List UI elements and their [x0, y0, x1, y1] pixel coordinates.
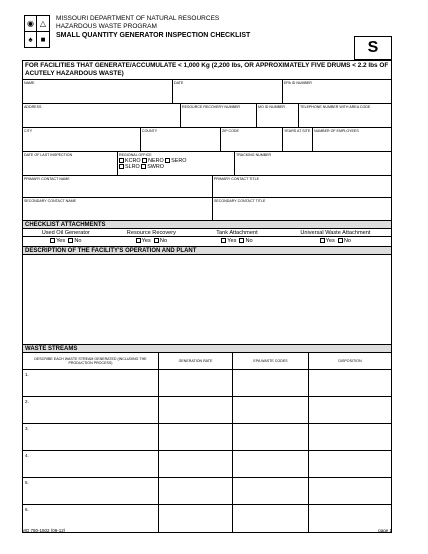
sero-checkbox[interactable] [165, 158, 170, 163]
waste-streams-table [22, 353, 392, 533]
attachments-heading: CHECKLIST ATTACHMENTS [22, 221, 392, 229]
city-field[interactable]: CITY [23, 128, 141, 151]
waste-row[interactable]: 6. [23, 505, 391, 532]
secondary-contact-field[interactable]: SECONDARY CONTACT NAME [23, 198, 213, 220]
county-field[interactable]: COUNTY [141, 128, 221, 151]
employees-field[interactable]: NUMBER OF EMPLOYEES [314, 129, 359, 133]
used-oil-yes-checkbox[interactable] [50, 238, 55, 243]
form-letter: S [354, 36, 392, 60]
facility-banner: FOR FACILITIES THAT GENERATE/ACCUMULATE < 1,000 Kg (2,200 lbs, OR APPROXIMATELY FIVE DRUMS < 2.2 lbs OF ACUTELY HAZARDOUS WASTE) [22, 60, 392, 79]
resource-recovery-field[interactable]: RESOURCE RECOVERY NUMBER [181, 104, 257, 127]
resource-recovery-no-checkbox[interactable] [154, 238, 159, 243]
date-field[interactable]: DATE [173, 80, 283, 103]
universal-waste-no-checkbox[interactable] [338, 238, 343, 243]
tank-attachment: Tank Attachment Yes No [194, 229, 280, 246]
slro-checkbox[interactable] [119, 164, 124, 169]
form-number: MO 780-1602 (09-12) [22, 528, 66, 533]
waste-row[interactable]: 4. [23, 451, 391, 478]
tank-no-checkbox[interactable] [239, 238, 244, 243]
form-page [22, 8, 392, 533]
form-header [22, 8, 392, 60]
waste-row[interactable]: 3. [23, 424, 391, 451]
mo-id-field[interactable]: MO ID NUMBER [257, 104, 299, 127]
form-title: SMALL QUANTITY GENERATOR INSPECTION CHECKLIST [56, 32, 251, 39]
name-field[interactable]: NAME [23, 80, 173, 103]
swro-checkbox[interactable] [141, 164, 146, 169]
last-inspection-field[interactable]: DATE OF LAST INSPECTION [23, 152, 118, 175]
kcro-checkbox[interactable] [119, 158, 124, 163]
zip-field[interactable]: ZIP CODE [221, 128, 283, 151]
years-at-site-field[interactable]: YEARS AT SITE [283, 128, 313, 151]
waste-row[interactable]: 5. [23, 478, 391, 505]
regional-office-field: REGIONAL OFFICE KCRO NERO SERO SLRO SWRO [118, 152, 235, 175]
waste-table-header: DESCRIBE EACH WASTE STREAM GENERATED (INCLUDING THE PRODUCTION PROCESS) GENERATION RATE EPA WASTE CODES DISPOSITION [23, 353, 391, 370]
tracking-field[interactable]: TRACKING NUMBER [236, 153, 272, 157]
resource-recovery-attachment: Resource Recovery Yes No [109, 229, 195, 246]
resource-recovery-yes-checkbox[interactable] [136, 238, 141, 243]
primary-contact-field[interactable]: PRIMARY CONTACT NAME [23, 176, 213, 197]
telephone-field[interactable]: TELEPHONE NUMBER WITH AREA CODE [300, 105, 371, 109]
department-name: MISSOURI DEPARTMENT OF NATURAL RESOURCES HAZARDOUS WASTE PROGRAM [56, 15, 220, 30]
secondary-title-field[interactable]: SECONDARY CONTACT TITLE [214, 199, 266, 203]
waste-streams-heading: WASTE STREAMS [22, 345, 392, 353]
page-number: page 1 [378, 528, 392, 533]
attachments-row [22, 229, 392, 247]
universal-waste-attachment: Universal Waste Attachment Yes No [280, 229, 391, 246]
facility-info-grid [22, 79, 392, 221]
nero-checkbox[interactable] [142, 158, 147, 163]
waste-row[interactable]: 1. [23, 370, 391, 397]
address-field[interactable]: ADDRESS [23, 104, 181, 127]
waste-row[interactable]: 2. [23, 397, 391, 424]
used-oil-attachment: Used Oil Generator Yes No [23, 229, 109, 246]
epa-id-field[interactable]: EPA ID NUMBER [284, 81, 312, 85]
department-seal-icon: ◉ △ ♠ ■ [24, 15, 50, 48]
universal-waste-yes-checkbox[interactable] [320, 238, 325, 243]
description-heading: DESCRIPTION OF THE FACILITY'S OPERATION AND PLANT [22, 247, 392, 255]
primary-title-field[interactable]: PRIMARY CONTACT TITLE [214, 177, 259, 181]
description-textarea[interactable] [22, 255, 392, 345]
tank-yes-checkbox[interactable] [221, 238, 226, 243]
used-oil-no-checkbox[interactable] [68, 238, 73, 243]
